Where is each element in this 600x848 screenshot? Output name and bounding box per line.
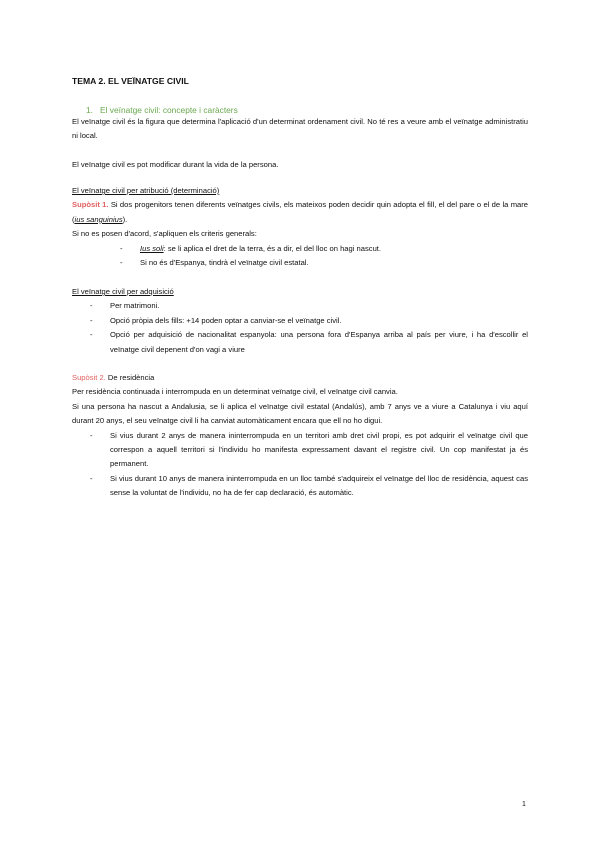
list-item-text: Opció pròpia dels fills: +14 poden optar a canviar-se el veïnatge civil. (110, 315, 342, 325)
dash-marker: - (90, 473, 93, 483)
suposit-2-list (90, 429, 528, 501)
list-item-text: Si no és d'Espanya, tindrà el veïnatge civil estatal. (140, 258, 309, 268)
suposit-2-title: De residència (105, 373, 155, 382)
suposit-2-heading (72, 371, 528, 385)
adquisicio-block (72, 285, 528, 357)
dash-marker: - (90, 301, 93, 311)
list-item (90, 472, 528, 501)
list-item-text: Si vius durant 2 anys de manera ininterrompuda en un territori amb dret civil propi, es pot adquirir el veïnatge civil que correspon a aquell territori si l'individu ho manifesta expressament davant el registre civil. Un cop manifestat ja és permanent. (110, 430, 528, 469)
list-item-text: Si vius durant 10 anys de manera ininterrompuda en un lloc també s'adquireix el veïnatge del lloc de residència, aquest cas sense la voluntat de l'individu, no ha de fer cap declaració, és automàtic. (110, 473, 528, 498)
suposit-2-para2: Si una persona ha nascut a Andalusia, se li aplica el veïnatge civil estatal (Andalús), amb 7 anys ve a viure a Catalunya i viu aquí durant 20 anys, el seu veïnatge civil li ha canviat automàticament encara que ell no ho digui. (72, 401, 528, 426)
list-item (90, 429, 528, 472)
paragraph-modification: El veïnatge civil es pot modificar durant la vida de la persona. (72, 160, 279, 169)
suposit-1-label: Supòsit 1. (72, 200, 109, 210)
document-title: TEMA 2. EL VEÏNATGE CIVIL (72, 76, 189, 86)
document-page (72, 0, 528, 848)
dash-marker: - (90, 315, 93, 325)
paragraph-definition: El veïnatge civil és la figura que determina l'aplicació d'un determinat ordenament civil. No té res a veure amb el veïnatge administratiu ni local. (72, 117, 528, 141)
page-number: 1 (522, 801, 526, 808)
list-item (90, 328, 528, 357)
list-item (90, 299, 528, 313)
list-item (90, 314, 528, 328)
ius-sanguinius-term: ius sanguinius (74, 214, 123, 224)
list-item-text: Per matrimoni. (110, 301, 160, 311)
suposit-1-text-b: ). (122, 214, 128, 224)
adquisicio-heading: El veïnatge civil per adquisició (72, 287, 174, 296)
suposit-1-text-a: Si dos progenitors tenen diferents veïnatges civils, els mateixos poden decidir quin adopta el fill, el del pare o el de la mare ( (72, 200, 528, 224)
dash-marker: - (120, 258, 123, 268)
adquisicio-list (90, 299, 528, 357)
list-item-text: Opció per adquisició de nacionalitat espanyola: una persona fora d'Espanya arriba al país per viure, i ha d'escollir el veïnatge civil depenent d'on vagi a viure (110, 330, 528, 354)
suposit-2-block (72, 371, 528, 501)
section-heading-text: El veïnatge civil: concepte i caràcters (100, 105, 238, 115)
ius-soli-term: Ius soli (140, 243, 164, 253)
suposit-2-label: Supòsit 2. (72, 373, 106, 382)
criteria-list (120, 242, 528, 271)
section-number: 1. (86, 105, 93, 115)
atribucio-block (72, 184, 528, 270)
dash-marker: - (120, 243, 123, 253)
section-heading-1 (86, 105, 238, 115)
dash-marker: - (90, 430, 93, 440)
suposit-2-para1: Per residència continuada i interrompuda en un determinat veïnatge civil, el veïnatge civil canvia. (72, 387, 398, 397)
list-item (120, 256, 528, 270)
ius-soli-text: : se li aplica el dret de la terra, és a dir, el del lloc on hagi nascut. (163, 243, 382, 253)
suposit-1-paragraph (72, 198, 528, 227)
atribucio-heading: El veïnatge civil per atribució (determinació) (72, 186, 220, 195)
list-item (120, 242, 528, 256)
criteria-intro: Si no es posen d'acord, s'apliquen els criteris generals: (72, 229, 257, 239)
dash-marker: - (90, 330, 93, 340)
